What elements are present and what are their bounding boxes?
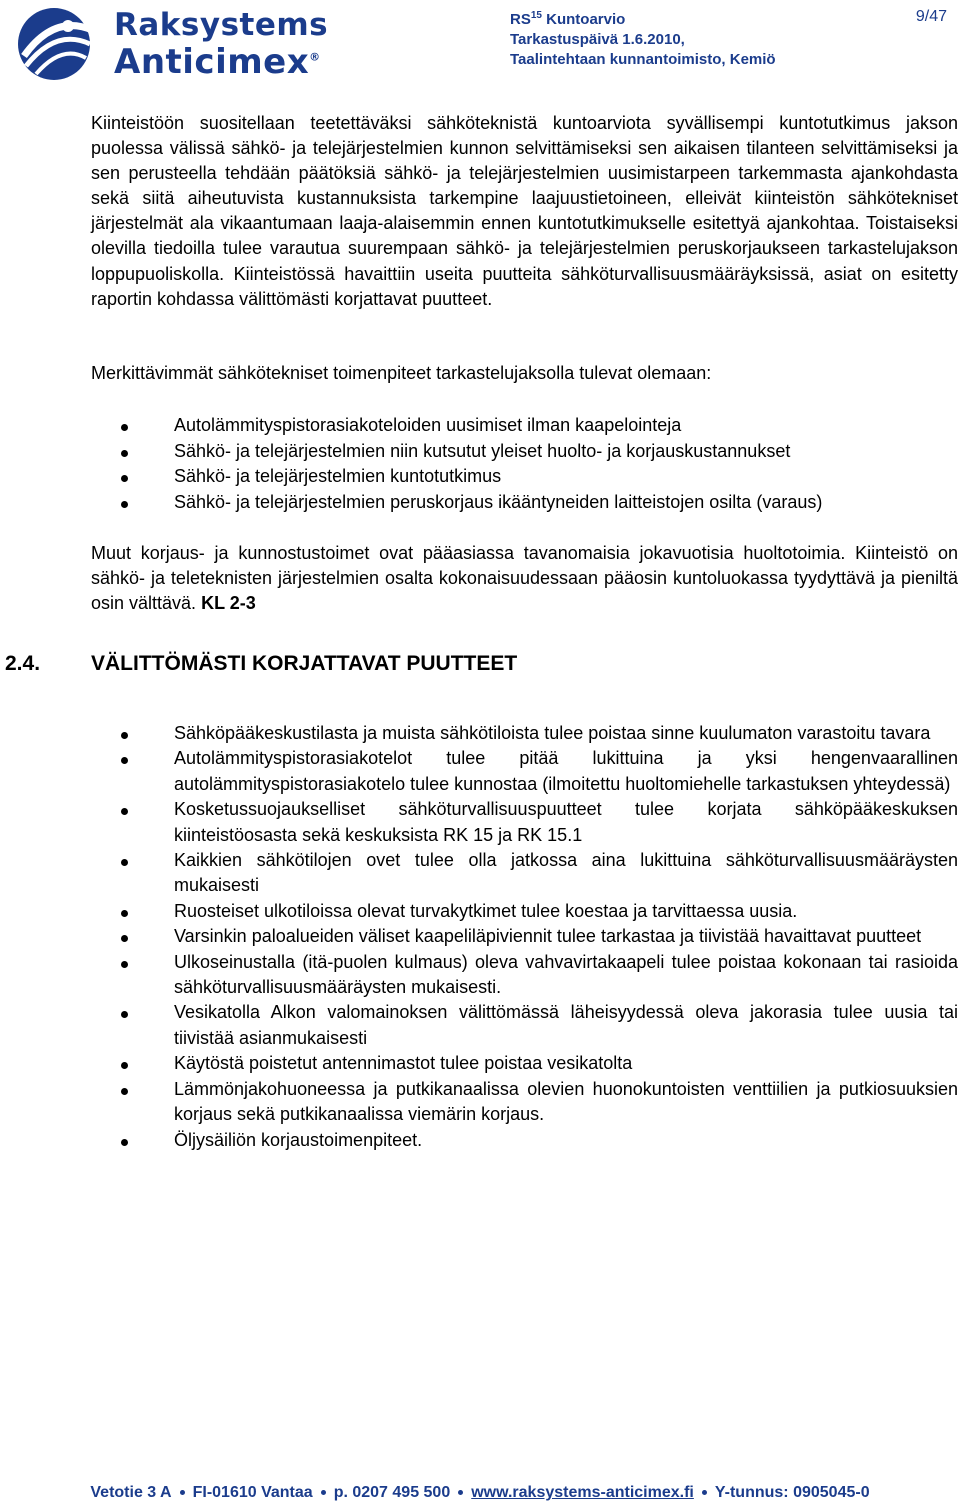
- list-item: Autolämmityspistorasiakoteloiden uusimiset ilman kaapelointeja: [91, 413, 958, 439]
- separator-dot-icon: [702, 1490, 707, 1495]
- company-logo: [6, 4, 329, 82]
- inspection-date: Tarkastuspäivä 1.6.2010,: [510, 31, 685, 48]
- list-item: Kosketussuojaukselliset sähköturvallisuuspuutteet tulee korjata sähköpääkeskuksen kiinteistöosasta sekä keskuksista RK 15 ja RK 15.1: [91, 797, 958, 848]
- separator-dot-icon: [180, 1490, 185, 1495]
- section-heading: [5, 652, 517, 676]
- list-item: Öljysäiliön korjaustoimenpiteet.: [91, 1128, 958, 1153]
- separator-dot-icon: [321, 1490, 326, 1495]
- list-item: Ruosteiset ulkotiloissa olevat turvakytkimet tulee koestaa ja tarvittaessa uusia.: [91, 899, 958, 924]
- bullet-icon: [121, 961, 128, 968]
- document-header: [510, 6, 776, 70]
- list-item: Ulkoseinustalla (itä-puolen kulmaus) oleva vahvavirtakaapeli tulee poistaa kokonaan tai rasioida sähköturvallisuusmääräysten mukaisesti.: [91, 950, 958, 1001]
- logo-globe-icon: [6, 4, 106, 84]
- list-item: Lämmönjakohuoneessa ja putkikanaalissa olevien huonokuntoisten venttiilien ja putkiosuuksien korjaus sekä putkikanaalissa viemärin korjaus.: [91, 1077, 958, 1128]
- bullet-icon: [121, 757, 128, 764]
- measures-list: [91, 413, 958, 515]
- bullet-icon: [121, 859, 128, 866]
- bullet-icon: [121, 501, 128, 508]
- bullet-icon: [121, 732, 128, 739]
- paragraph-measures-lead: Merkittävimmät sähkötekniset toimenpiteet tarkastelujaksolla tulevat olemaan:: [91, 363, 712, 383]
- bullet-icon: [121, 424, 128, 431]
- list-item: Vesikatolla Alkon valomainoksen välittömässä läheisyydessä oleva jakorasia tulee uusia tai tiivistää asianmukaisesti: [91, 1000, 958, 1051]
- logo-line1: Raksystems: [114, 7, 329, 43]
- condition-class: KL 2-3: [201, 593, 256, 614]
- footer-address: Vetotie 3 A: [90, 1484, 172, 1501]
- logo-line2: Anticimex®: [114, 42, 321, 82]
- bullet-icon: [121, 1139, 128, 1146]
- section-number: 2.4.: [5, 652, 41, 675]
- list-item: Sähkö- ja telejärjestelmien peruskorjaus ikääntyneiden laitteistojen osilta (varaus): [91, 490, 958, 516]
- bullet-icon: [121, 1088, 128, 1095]
- footer-phone: p. 0207 495 500: [333, 1484, 451, 1501]
- paragraph-intro: Kiinteistöön suositellaan teetettäväksi sähköteknistä kuntoarviota syvällisempi kuntotutkimus jakson puolessa välissä sähkö- ja telejärjestelmien kunnon selvittämiseksi sen aikaisen tilanteen selvittämiseksi ja sen perusteella tehdään päätöksiä sähkö- ja telejärjestelmien uusimistarpeen tarkemmasta ajankohdasta sekä siitä aiheutuvista kustannuksista tarkempine laajuustietoineen, elleivät kiinteistön sähkötekniset järjestelmät ala vikaantumaan laaja-alaisemmin ennen kuntotutkimukselle esitettyä ajankohtaa. Toistaiseksi olevilla tiedoilla tulee varautua suurempaan sähkö- ja telejärjestelmien peruskorjaukseen tarkastelujakson loppupuoliskolla. Kiinteistössä havaittiin useita puutteita sähköturvallisuusmääräyksissä, asiat on esitetty raportin kohdassa välittömästi korjattavat puutteet.: [91, 113, 958, 309]
- section-title: VÄLITTÖMÄSTI KORJATTAVAT PUUTTEET: [91, 652, 518, 675]
- list-item: Sähkö- ja telejärjestelmien niin kutsutut yleiset huolto- ja korjauskustannukset: [91, 439, 958, 465]
- defects-list: [91, 721, 958, 1153]
- list-item: Kaikkien sähkötilojen ovet tulee olla jatkossa aina lukittuina sähköturvallisuusmääräysten mukaisesti: [91, 848, 958, 899]
- bullet-icon: [121, 910, 128, 917]
- footer-website-link[interactable]: www.raksystems-anticimex.fi: [471, 1484, 694, 1501]
- bullet-icon: [121, 450, 128, 457]
- page-number: 9/47: [915, 8, 947, 25]
- list-item: Käytöstä poistetut antennimastot tulee poistaa vesikatolta: [91, 1051, 958, 1076]
- bullet-icon: [121, 935, 128, 942]
- page-footer: [0, 1484, 960, 1502]
- list-item: Sähköpääkeskustilasta ja muista sähkötiloista tulee poistaa sinne kuulumaton varastoitu tavara: [91, 721, 958, 746]
- bullet-icon: [121, 1011, 128, 1018]
- report-title: RS$^{15}$ Kuntoarvio: [510, 10, 626, 28]
- paragraph-summary: Muut korjaus- ja kunnostustoimet ovat pääasiassa tavanomaisia jokavuotisia huoltotoimia. Kiinteistö on sähkö- ja teleteknisten järjestelmien osalta kokonaisuudessaan pääosin kuntoluokassa tyydyttävä ja pieniltä osin välttävä. KL 2-3: [91, 543, 958, 614]
- footer-postal: FI-01610 Vantaa: [192, 1484, 313, 1501]
- list-item: Varsinkin paloalueiden väliset kaapeliläpiviennit tulee tarkastaa ja tiivistää havaittavat puutteet: [91, 924, 958, 949]
- bullet-icon: [121, 808, 128, 815]
- inspection-location: Taalintehtaan kunnantoimisto, Kemiö: [510, 51, 776, 68]
- list-item: Sähkö- ja telejärjestelmien kuntotutkimus: [91, 464, 958, 490]
- separator-dot-icon: [458, 1490, 463, 1495]
- bullet-icon: [121, 475, 128, 482]
- bullet-icon: [121, 1062, 128, 1069]
- list-item: Autolämmityspistorasiakotelot tulee pitää lukittuina ja yksi hengenvaarallinen autolämmityspistorasiakotelo tulee kunnostaa (ilmoitettu huoltomiehelle tarkastuksen yhteydessä): [91, 746, 958, 797]
- footer-business-id: Y-tunnus: 0905045-0: [714, 1484, 870, 1501]
